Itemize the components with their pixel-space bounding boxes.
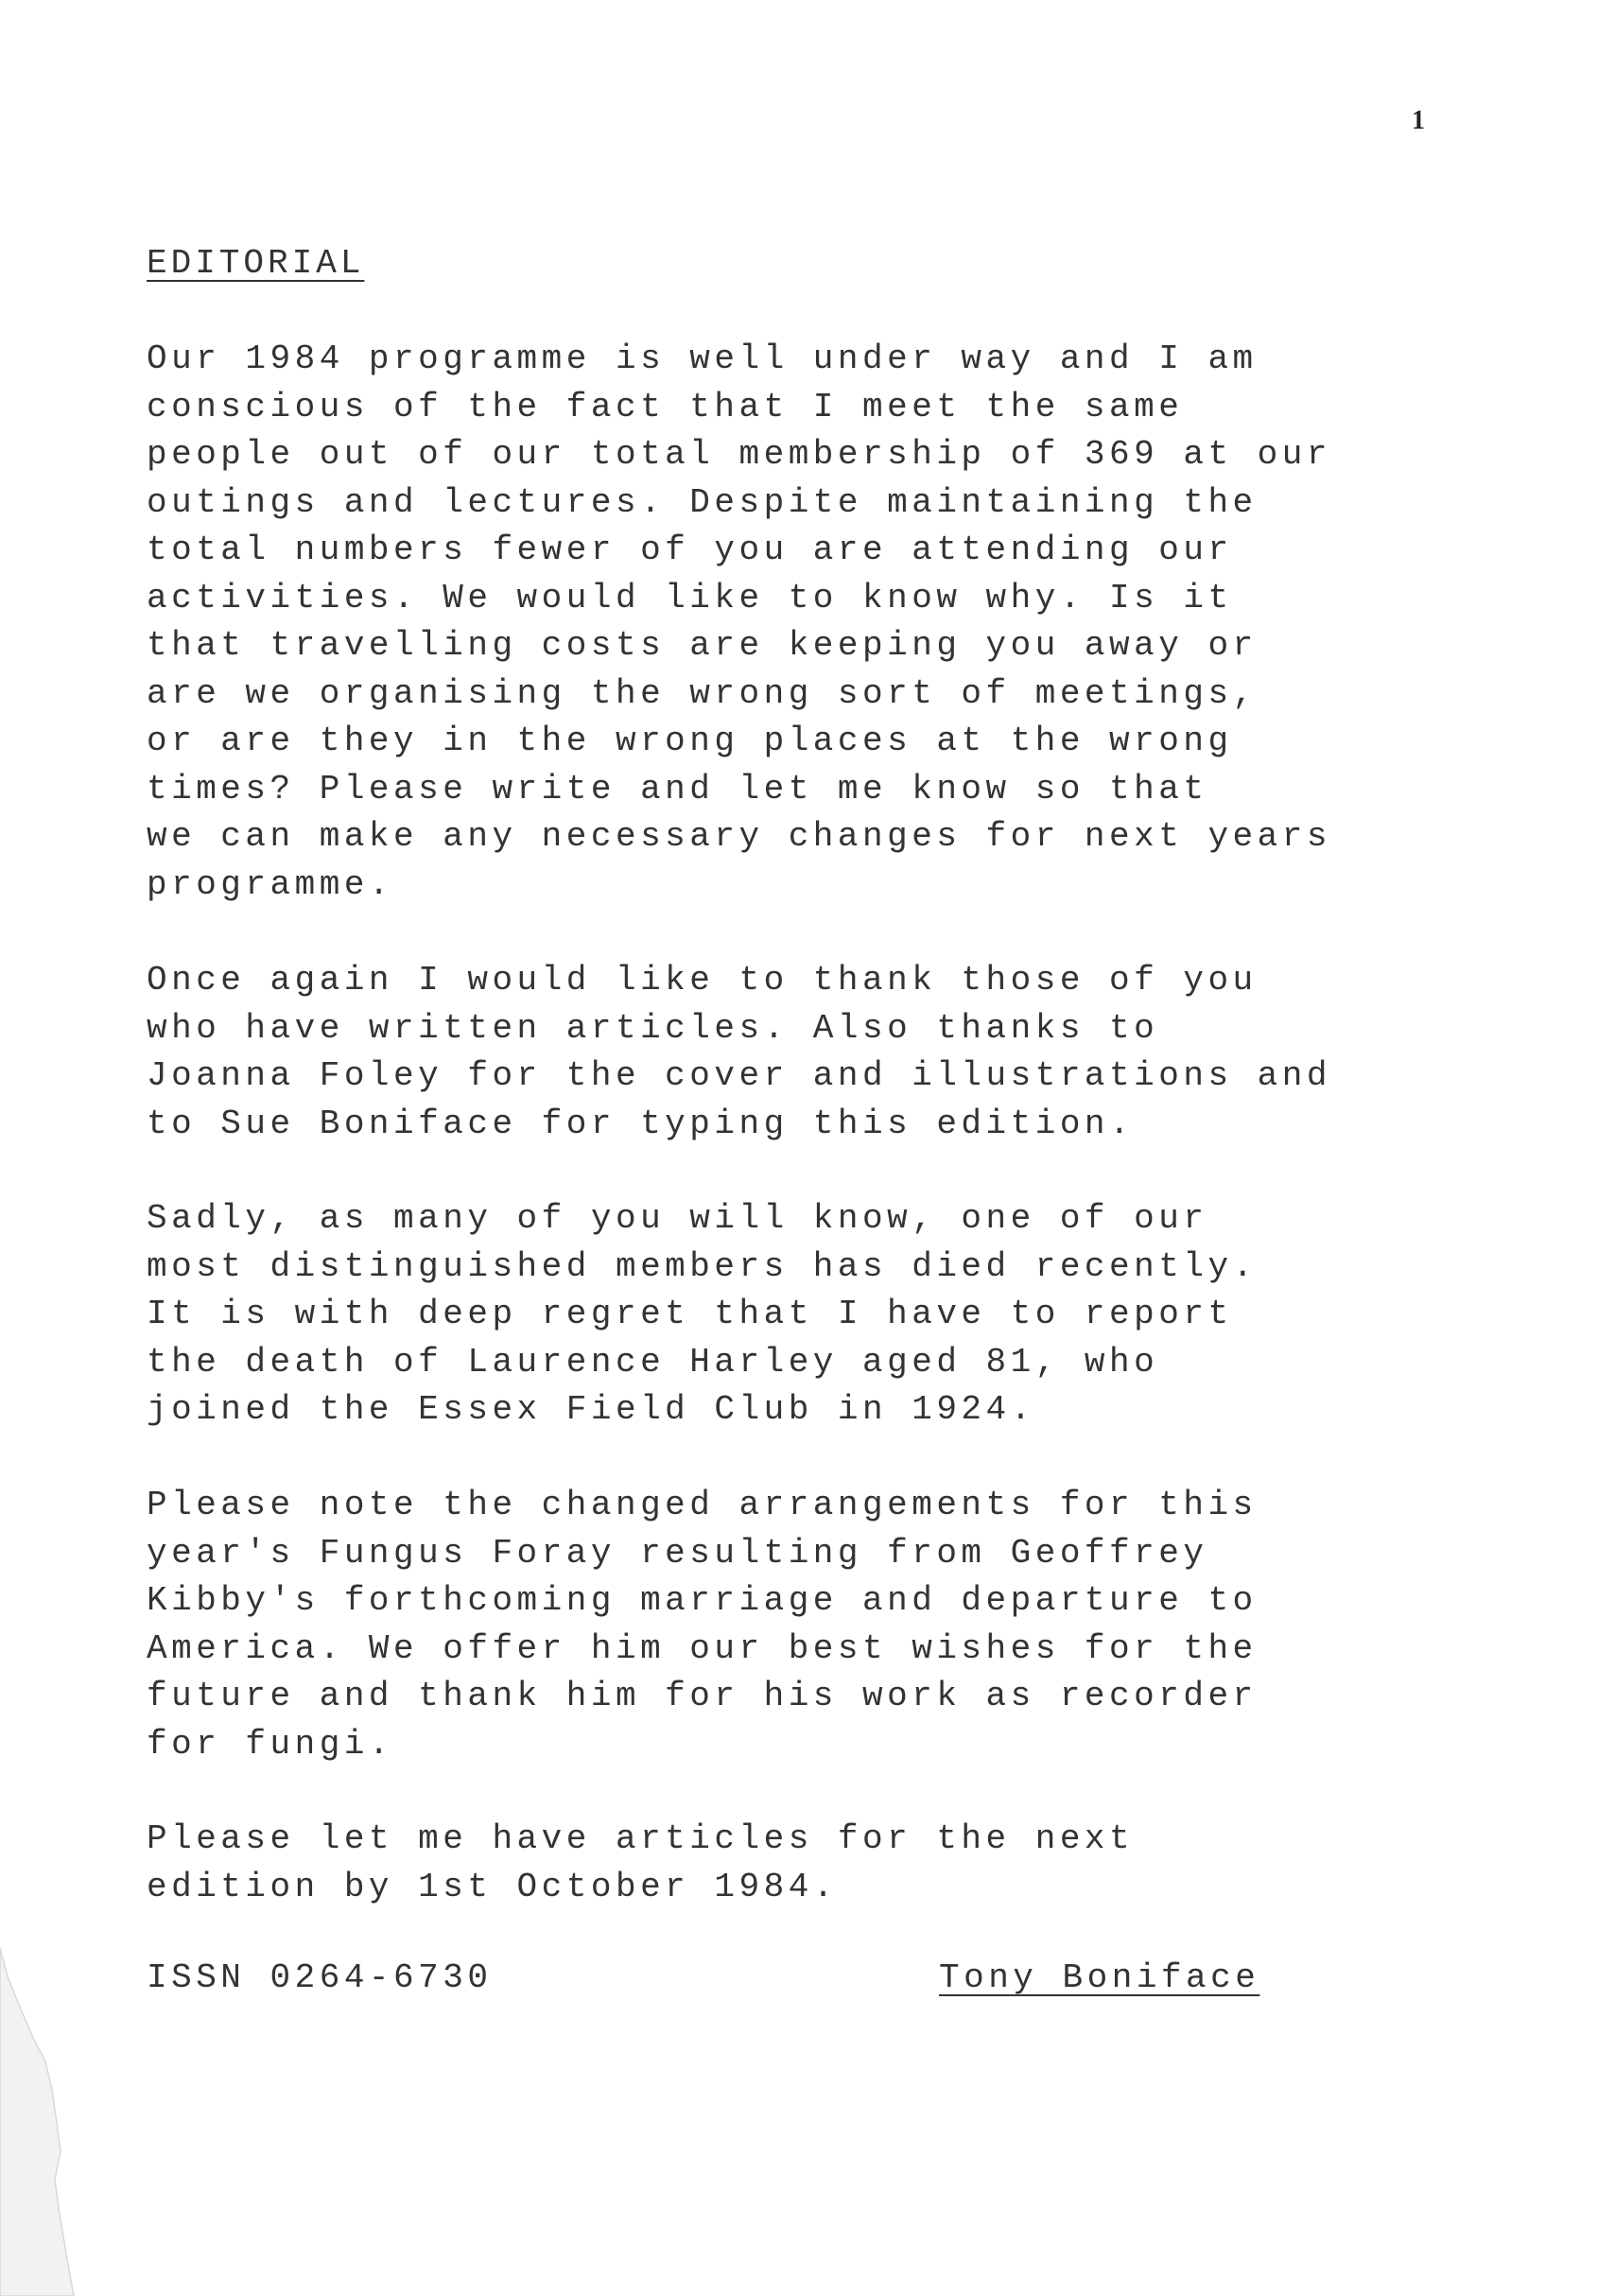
torn-paper-edge bbox=[0, 1948, 76, 2296]
page-number: 1 bbox=[1412, 106, 1425, 135]
paragraph-obituary: Sadly, as many of you will know, one of our most distinguished members has died recently. It is with deep regret that I have to report the death of Laurence Harley aged 81, who joined the Essex Field Club in 1924. bbox=[147, 1199, 1258, 1429]
paragraph-programme: Our 1984 programme is well under way and I am conscious of the fact that I meet the same people out of our total membership of 369 at our outings and lectures. Despite maintaining the total numbers fewer of you are attending our activities. We would like to know why. Is it that travelling costs are keeping you away or are we organising the wrong sort of meetings, or are they in the wrong places at the wrong times? Please write and let me know so that we can make any necessary changes for next years programme. bbox=[147, 339, 1331, 904]
issn-number: ISSN 0264-6730 bbox=[147, 1958, 493, 1997]
paragraph-next-edition: Please let me have articles for the next edition by 1st October 1984. bbox=[147, 1819, 1135, 1906]
paragraph-fungus-foray: Please note the changed arrangements for this year's Fungus Foray resulting from Geoffrey Kibby's forthcoming marriage and departure to America. We offer him our best wishes for the future and thank him for his work as recorder for fungi. bbox=[147, 1486, 1258, 1764]
paragraph-thanks: Once again I would like to thank those of you who have written articles. Also thanks to Joanna Foley for the cover and illustrations and to Sue Boniface for typing this edition. bbox=[147, 961, 1331, 1143]
editorial-heading: EDITORIAL bbox=[147, 244, 365, 283]
editor-signature: Tony Boniface bbox=[939, 1958, 1260, 1997]
